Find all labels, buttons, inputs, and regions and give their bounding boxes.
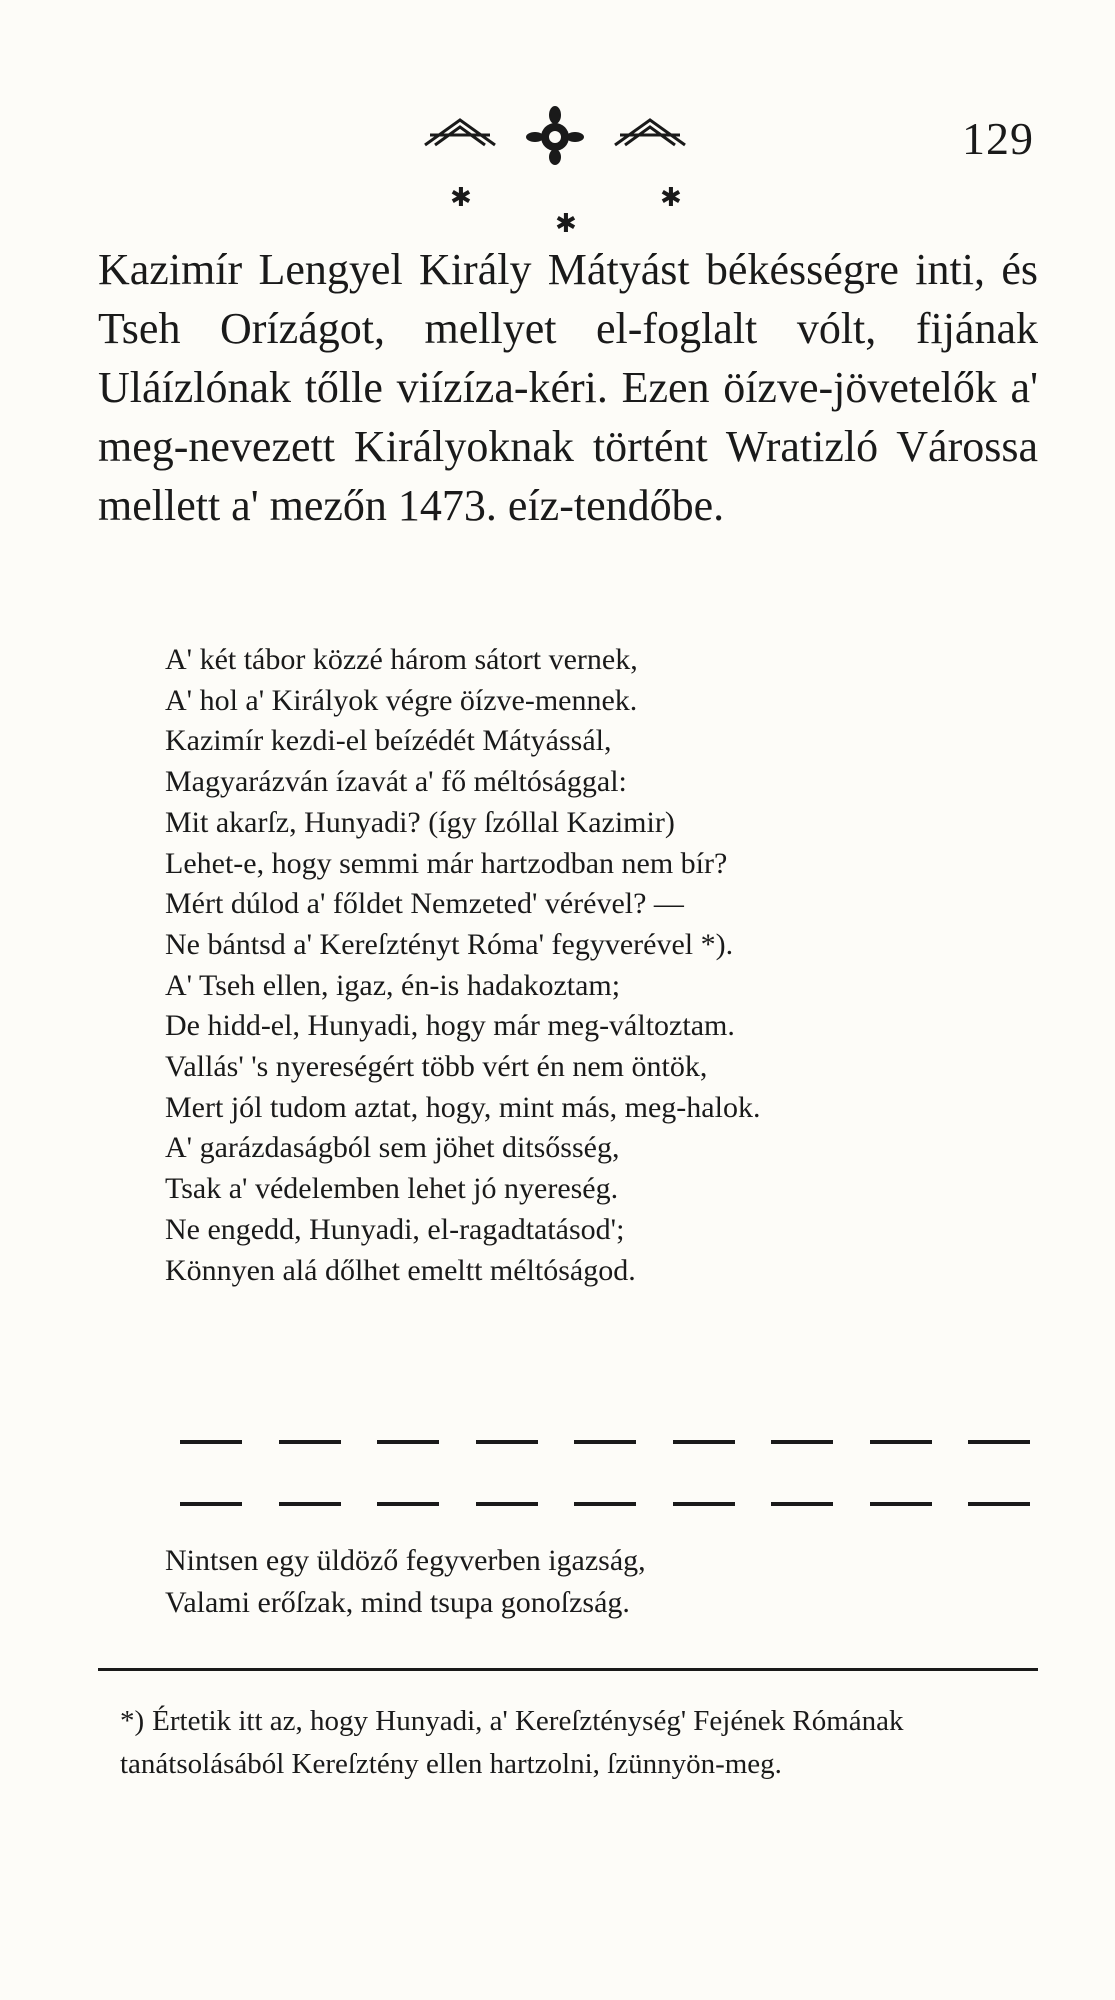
verse-line: Mert jól tudom aztat, hogy, mint más, meg-halok. <box>165 1090 761 1124</box>
svg-text:✱: ✱ <box>660 183 682 213</box>
closing-verse-block <box>165 1540 1045 1624</box>
verse-line: A' két tábor közzé három sátort vernek, <box>165 643 638 676</box>
verse-line: Kazimír kezdi-el beízédét Mátyássál, <box>165 724 612 758</box>
footnote-divider <box>98 1668 1038 1671</box>
floral-ornament-icon <box>420 105 690 165</box>
svg-text:✱: ✱ <box>450 183 472 213</box>
verse-line: Tsak a' védelemben lehet jó nyereség. <box>165 1172 619 1206</box>
omission-dashes <box>180 1440 1030 1450</box>
verse-line: Nintsen egy üldöző fegyverben igazság, <box>165 1544 646 1577</box>
verse-line: Mért dúlod a' főldet Nemzeted' vérével? — <box>165 887 684 921</box>
omission-dashes <box>180 1502 1030 1512</box>
intro-paragraph: Kazimír Lengyel Király Mátyást békésségre inti, és Tseh Orízágot, mellyet el-foglalt vólt, fijának Uláízlónak tőlle viízíza-kéri. Ezen öízve-jövetelők a' meg-nevezett Királyoknak történt Wratizló Várossa mellett a' mezőn 1473. eíz-tendőbe. <box>98 245 1038 530</box>
verse-line: Könnyen alá dőlhet emeltt méltóságod. <box>165 1253 636 1287</box>
footnote-text: Értetik itt az, hogy Hunyadi, a' Kereſzténység' Fejének Rómának tanátsolásából Kereſztény ellen hartzolni, ſzünnyön-meg. <box>120 1705 904 1780</box>
verse-line: Vallás' 's nyereségért több vért én nem öntök, <box>165 1050 708 1084</box>
footnote-marker: *) <box>120 1705 145 1737</box>
verse-block <box>165 640 1045 1291</box>
verse-line: Ne bántsd a' Kereſztényt Róma' fegyverével *). <box>165 927 734 961</box>
verse-line: Mit akarſz, Hunyadi? (így ſzóllal Kazimir) <box>165 805 675 839</box>
verse-line: A' Tseh ellen, igaz, én-is hadakoztam; <box>165 968 621 1002</box>
verse-line: Ne engedd, Hunyadi, el-ragadtatásod'; <box>165 1212 625 1246</box>
page-number: 129 <box>962 113 1034 164</box>
asterism-icon <box>450 180 690 240</box>
verse-line: Valami erőſzak, mind tsupa gonoſzság. <box>165 1586 630 1619</box>
verse-line: Lehet-e, hogy semmi már hartzodban nem bír? <box>165 846 728 880</box>
svg-text:✱: ✱ <box>555 209 577 239</box>
verse-line: A' hol a' Királyok végre öízve-mennek. <box>165 683 638 717</box>
verse-line: Magyarázván ízavát a' fő méltósággal: <box>165 765 627 799</box>
footnote <box>120 1700 1035 1786</box>
verse-line: De hidd-el, Hunyadi, hogy már meg-változtam. <box>165 1009 735 1043</box>
verse-line: A' garázdaságból sem jöhet ditsősség, <box>165 1131 620 1165</box>
